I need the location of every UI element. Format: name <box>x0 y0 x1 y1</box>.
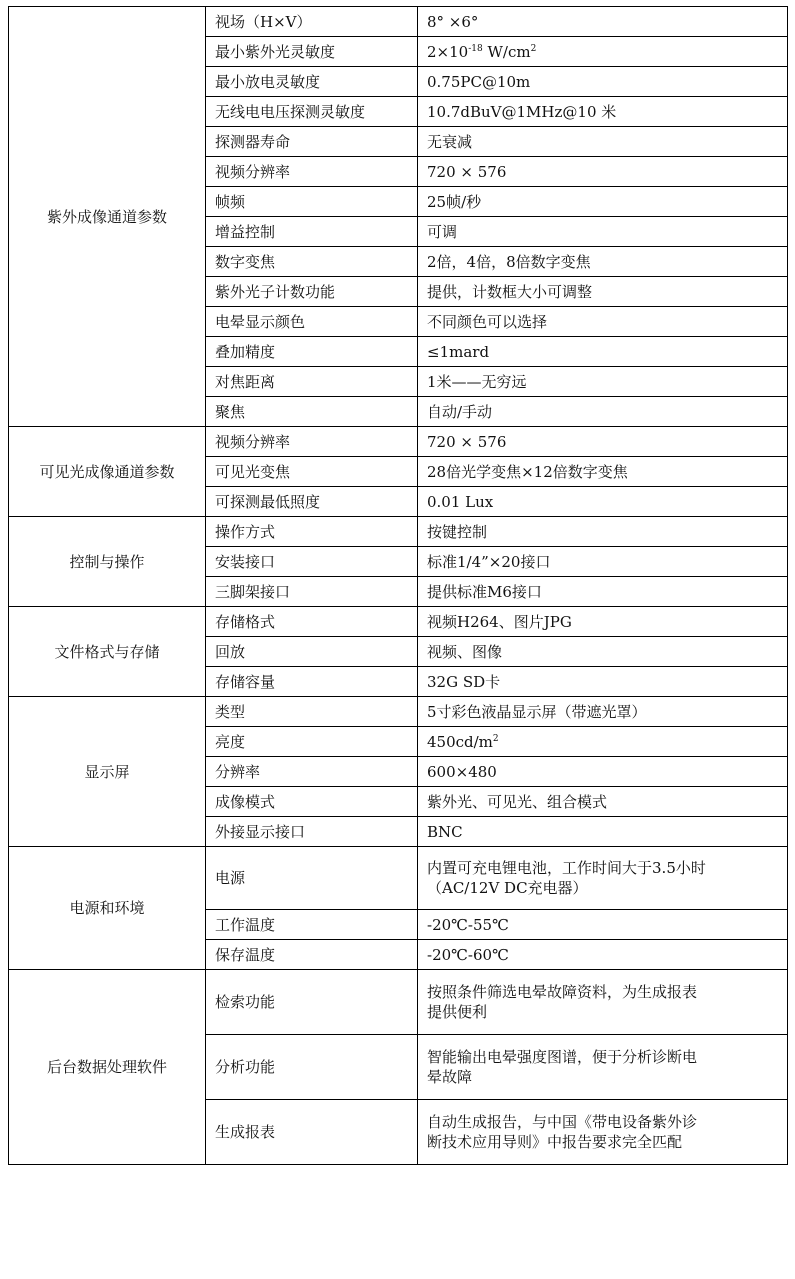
value-cell: BNC <box>418 817 788 847</box>
value-cell: 视频H264、图片JPG <box>418 607 788 637</box>
value-cell <box>418 1035 788 1100</box>
param-cell: 三脚架接口 <box>206 577 418 607</box>
value-cell: 600×480 <box>418 757 788 787</box>
value-cell: 按键控制 <box>418 517 788 547</box>
table-row <box>9 847 788 910</box>
param-cell: 存储容量 <box>206 667 418 697</box>
param-cell: 保存温度 <box>206 940 418 970</box>
param-cell: 分辨率 <box>206 757 418 787</box>
param-cell: 检索功能 <box>206 970 418 1035</box>
category-cell: 显示屏 <box>9 697 206 847</box>
category-cell: 可见光成像通道参数 <box>9 427 206 517</box>
param-cell: 成像模式 <box>206 787 418 817</box>
table-row <box>9 517 788 547</box>
param-cell: 操作方式 <box>206 517 418 547</box>
value-cell: -20℃-60℃ <box>418 940 788 970</box>
value-cell: 10.7dBuV@1MHz@10 米 <box>418 97 788 127</box>
category-cell: 紫外成像通道参数 <box>9 7 206 427</box>
value-cell: 提供标准M6接口 <box>418 577 788 607</box>
value-cell: 可调 <box>418 217 788 247</box>
table-row <box>9 427 788 457</box>
value-cell: 0.01 Lux <box>418 487 788 517</box>
value-cell: 提供，计数框大小可调整 <box>418 277 788 307</box>
value-cell: 1米——无穷远 <box>418 367 788 397</box>
value-cell: -20℃-55℃ <box>418 910 788 940</box>
value-cell: ≤1mard <box>418 337 788 367</box>
param-cell: 无线电电压探测灵敏度 <box>206 97 418 127</box>
param-cell: 外接显示接口 <box>206 817 418 847</box>
value-line: 按照条件筛选电晕故障资料，为生成报表 <box>427 983 698 1001</box>
param-cell: 最小紫外光灵敏度 <box>206 37 418 67</box>
value-cell <box>418 970 788 1035</box>
value-exponent: 2 <box>492 733 499 744</box>
value-cell: 0.75PC@10m <box>418 67 788 97</box>
value-line: 晕故障 <box>427 1068 473 1086</box>
value-line: （AC/12V DC充电器） <box>427 879 588 897</box>
value-line: 自动生成报告，与中国《带电设备紫外诊 <box>427 1113 698 1131</box>
value-text: 2×10 <box>427 42 469 61</box>
param-cell: 紫外光子计数功能 <box>206 277 418 307</box>
value-cell: 视频、图像 <box>418 637 788 667</box>
value-cell: 8° ×6° <box>418 7 788 37</box>
spec-table <box>8 6 788 1165</box>
param-cell: 最小放电灵敏度 <box>206 67 418 97</box>
value-text: 450cd/m <box>427 732 493 751</box>
param-cell: 电源 <box>206 847 418 910</box>
table-row <box>9 7 788 37</box>
param-cell: 叠加精度 <box>206 337 418 367</box>
category-cell: 后台数据处理软件 <box>9 970 206 1165</box>
value-cell: 720 × 576 <box>418 427 788 457</box>
value-line: 提供便利 <box>427 1003 488 1021</box>
value-line: 内置可充电锂电池，工作时间大于3.5小时 <box>427 859 706 877</box>
param-cell: 回放 <box>206 637 418 667</box>
param-cell: 工作温度 <box>206 910 418 940</box>
value-line: 断技术应用导则》中报告要求完全匹配 <box>427 1133 683 1151</box>
param-cell: 类型 <box>206 697 418 727</box>
param-cell: 可见光变焦 <box>206 457 418 487</box>
value-unit-exponent: 2 <box>530 43 537 54</box>
value-cell: 28倍光学变焦×12倍数字变焦 <box>418 457 788 487</box>
param-cell: 分析功能 <box>206 1035 418 1100</box>
category-cell: 控制与操作 <box>9 517 206 607</box>
param-cell: 帧频 <box>206 187 418 217</box>
value-cell <box>418 37 788 67</box>
value-cell: 32G SD卡 <box>418 667 788 697</box>
value-cell: 不同颜色可以选择 <box>418 307 788 337</box>
param-cell: 亮度 <box>206 727 418 757</box>
param-cell: 视场（H×V） <box>206 7 418 37</box>
value-cell: 25帧/秒 <box>418 187 788 217</box>
category-cell: 文件格式与存储 <box>9 607 206 697</box>
param-cell: 存储格式 <box>206 607 418 637</box>
param-cell: 增益控制 <box>206 217 418 247</box>
value-unit: W/cm <box>482 42 531 61</box>
param-cell: 对焦距离 <box>206 367 418 397</box>
param-cell: 安装接口 <box>206 547 418 577</box>
table-row <box>9 607 788 637</box>
param-cell: 数字变焦 <box>206 247 418 277</box>
param-cell: 生成报表 <box>206 1100 418 1165</box>
table-row <box>9 697 788 727</box>
value-cell: 自动/手动 <box>418 397 788 427</box>
value-cell <box>418 847 788 910</box>
category-cell: 电源和环境 <box>9 847 206 970</box>
value-cell <box>418 727 788 757</box>
value-cell: 紫外光、可见光、组合模式 <box>418 787 788 817</box>
param-cell: 聚焦 <box>206 397 418 427</box>
value-cell <box>418 1100 788 1165</box>
value-cell: 5寸彩色液晶显示屏（带遮光罩） <box>418 697 788 727</box>
table-row <box>9 970 788 1035</box>
value-cell: 2倍，4倍，8倍数字变焦 <box>418 247 788 277</box>
param-cell: 视频分辨率 <box>206 427 418 457</box>
param-cell: 可探测最低照度 <box>206 487 418 517</box>
value-exponent: -18 <box>468 43 483 54</box>
param-cell: 探测器寿命 <box>206 127 418 157</box>
value-cell: 720 × 576 <box>418 157 788 187</box>
param-cell: 视频分辨率 <box>206 157 418 187</box>
value-cell: 标准1/4”×20接口 <box>418 547 788 577</box>
value-line: 智能输出电晕强度图谱，便于分析诊断电 <box>427 1048 698 1066</box>
param-cell: 电晕显示颜色 <box>206 307 418 337</box>
value-cell: 无衰减 <box>418 127 788 157</box>
